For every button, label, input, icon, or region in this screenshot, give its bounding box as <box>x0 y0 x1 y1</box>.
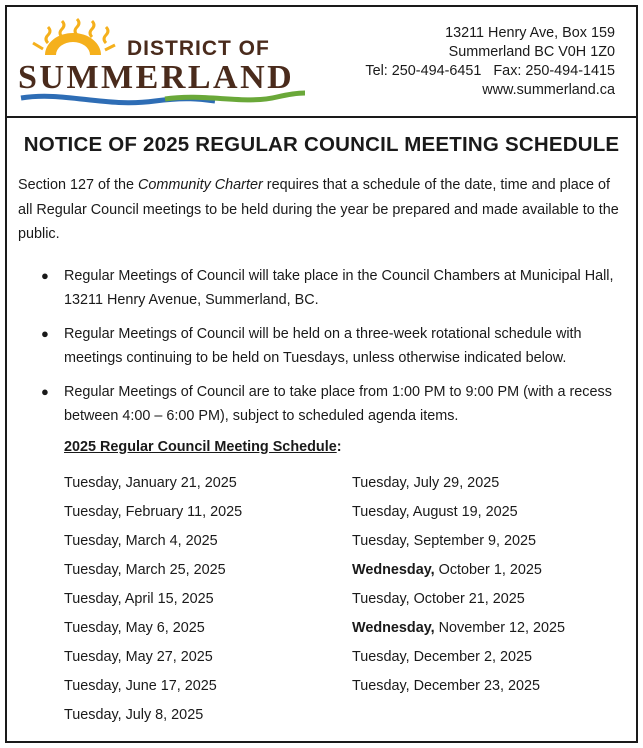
bullet-item <box>37 322 631 370</box>
notice-frame <box>5 5 638 743</box>
logo-line1: DISTRICT OF <box>127 37 270 60</box>
intro-after: requires that a schedule of the date, time and place of all Regular Council meetings to be held during the year be prepared and made available to the public. <box>18 177 619 242</box>
meeting-date-text: September 9, 2025 <box>409 533 536 549</box>
meeting-date <box>64 471 242 500</box>
meeting-day: Tuesday, <box>352 678 410 694</box>
bullet-text: Regular Meetings of Council will take place in the Council Chambers at Municipal Hall, 13211 Henry Avenue, Summerland, BC. <box>64 268 614 308</box>
bullet-icon: ● <box>41 384 49 399</box>
schedule-heading-text: 2025 Regular Council Meeting Schedule <box>64 439 337 455</box>
meeting-date-text: May 27, 2025 <box>121 649 213 665</box>
meeting-day-bold: Wednesday, <box>352 562 435 578</box>
meeting-day: Tuesday, <box>352 475 410 491</box>
meeting-date-text: July 29, 2025 <box>409 475 500 491</box>
meeting-date-text: December 2, 2025 <box>409 649 532 665</box>
meeting-date <box>352 674 565 703</box>
schedule-heading <box>64 439 342 455</box>
meeting-date <box>64 645 242 674</box>
meeting-date <box>64 674 242 703</box>
meeting-date <box>352 616 565 645</box>
website-link[interactable]: www.summerland.ca <box>482 82 615 98</box>
intro-before: Section 127 of the <box>18 177 139 193</box>
address-line-1: 13211 Henry Ave, Box 159 <box>445 25 615 41</box>
meeting-date-text: October 1, 2025 <box>434 562 542 578</box>
bullet-item <box>37 380 631 428</box>
meeting-date <box>64 616 242 645</box>
meeting-date <box>64 558 242 587</box>
meeting-day: Tuesday, <box>352 533 410 549</box>
meeting-date <box>64 529 242 558</box>
meeting-date-text: June 17, 2025 <box>121 678 217 694</box>
meeting-date <box>352 471 565 500</box>
meeting-day: Tuesday, <box>352 649 410 665</box>
meeting-day: Tuesday, <box>64 475 122 491</box>
meeting-date <box>352 587 565 616</box>
meeting-date-text: January 21, 2025 <box>121 475 237 491</box>
bullet-item <box>37 264 631 312</box>
schedule-column-right <box>352 471 565 703</box>
meeting-date <box>352 558 565 587</box>
meeting-date-text: March 25, 2025 <box>121 562 226 578</box>
bullet-icon: ● <box>41 268 49 283</box>
meeting-date-text: December 23, 2025 <box>409 678 540 694</box>
meeting-date-text: November 12, 2025 <box>434 620 566 636</box>
notice-title: NOTICE OF 2025 REGULAR COUNCIL MEETING SCHEDULE <box>23 133 620 156</box>
sun-icon <box>33 19 115 55</box>
summerland-logo-icon <box>15 13 315 113</box>
letterhead <box>7 7 636 118</box>
intro-emphasis: Community Charter <box>138 177 263 193</box>
meeting-day: Tuesday, <box>64 591 122 607</box>
meeting-day: Tuesday, <box>64 649 122 665</box>
meeting-day: Tuesday, <box>64 620 122 636</box>
bullet-icon: ● <box>41 326 49 341</box>
meeting-day-bold: Wednesday, <box>352 620 435 636</box>
meeting-date <box>64 500 242 529</box>
meeting-date <box>352 645 565 674</box>
bullet-text: Regular Meetings of Council are to take place from 1:00 PM to 9:00 PM (with a recess between 4:00 – 6:00 PM), subject to scheduled agenda items. <box>64 384 612 424</box>
address-line-2: Summerland BC V0H 1Z0 <box>448 44 615 60</box>
meeting-date-text: February 11, 2025 <box>121 504 243 520</box>
schedule-column-left <box>64 471 242 732</box>
meeting-day: Tuesday, <box>352 504 410 520</box>
logo-line2: SUMMERLAND <box>18 59 295 96</box>
meeting-date-text: October 21, 2025 <box>409 591 525 607</box>
meeting-date-text: July 8, 2025 <box>121 707 204 723</box>
phone-fax: Tel: 250-494-6451 Fax: 250-494-1415 <box>365 63 615 79</box>
meeting-day: Tuesday, <box>64 533 122 549</box>
meeting-day: Tuesday, <box>64 504 122 520</box>
meeting-day: Tuesday, <box>64 562 122 578</box>
schedule-heading-colon: : <box>336 439 342 455</box>
meeting-day: Tuesday, <box>64 678 122 694</box>
meeting-date <box>64 587 242 616</box>
district-logo <box>15 13 315 113</box>
notice-bullets <box>37 264 631 438</box>
meeting-day: Tuesday, <box>64 707 122 723</box>
contact-block <box>365 24 615 100</box>
intro-paragraph <box>18 173 628 247</box>
meeting-date-text: April 15, 2025 <box>121 591 214 607</box>
meeting-date-text: August 19, 2025 <box>409 504 518 520</box>
meeting-date <box>352 500 565 529</box>
meeting-date-text: March 4, 2025 <box>121 533 218 549</box>
meeting-date-text: May 6, 2025 <box>121 620 205 636</box>
meeting-date <box>352 529 565 558</box>
meeting-date <box>64 703 242 732</box>
meeting-day: Tuesday, <box>352 591 410 607</box>
bullet-text: Regular Meetings of Council will be held on a three-week rotational schedule with meetings continuing to be held on Tuesdays, unless otherwise indicated below. <box>64 326 582 366</box>
